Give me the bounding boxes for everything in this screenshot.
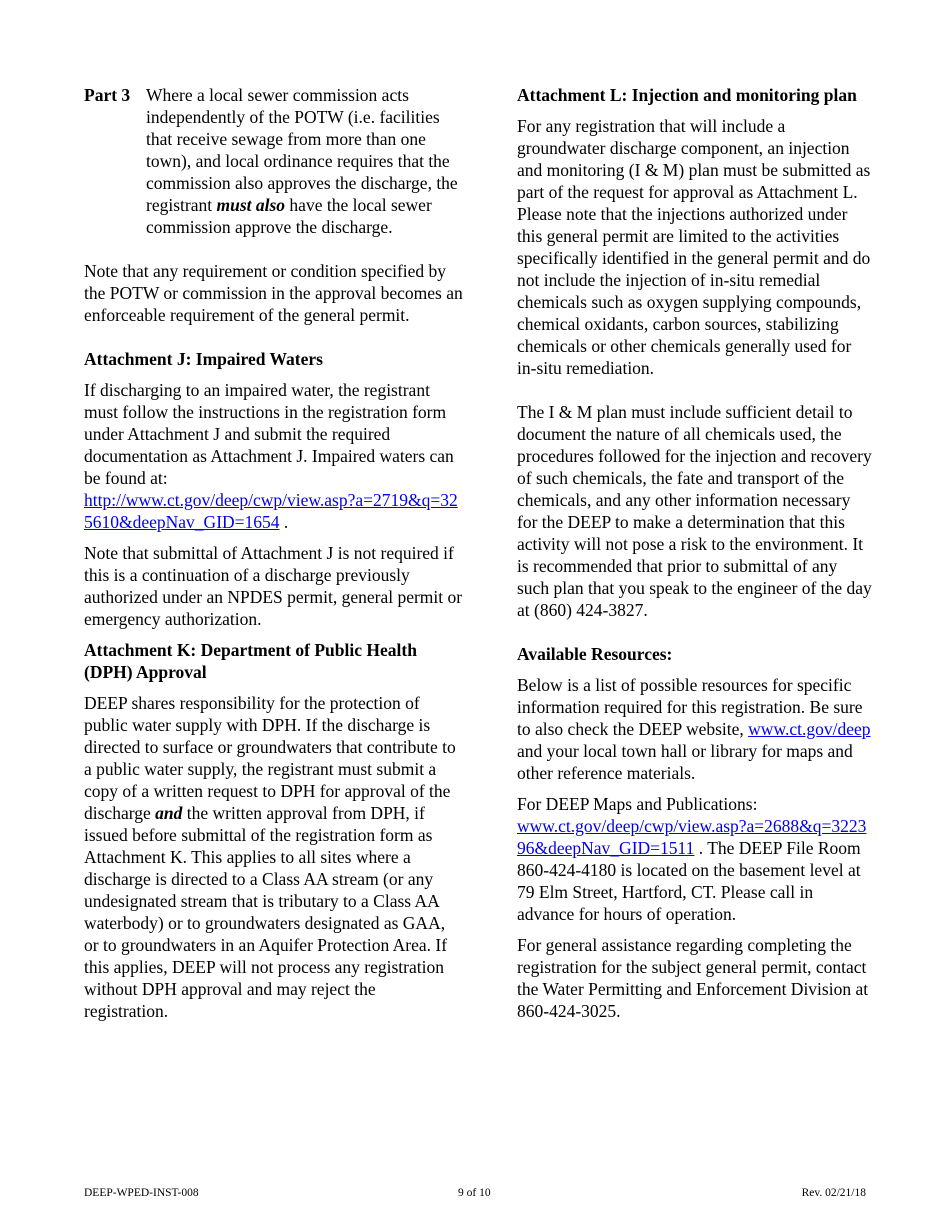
attachment-l-paragraph-2: The I & M plan must include sufficient detail to document the nature of all chemicals used, the procedures followed for the injection and recovery of such chemicals, the fate and transport of the chemicals, and any other information necessary for the DEEP to make a determination that this activity will not pose a risk to the environment. It is recommended that prior to submittal of any such plan that you speak to the engineer of the day at (860) 424-3827.	[517, 402, 872, 620]
resources-paragraph	[517, 674, 872, 784]
maps-text-end: . The DEEP File Room 860-424-4180 is located on the basement level at 79 Elm Street, Hartford, CT. Please call in advance for hours of operation.	[517, 838, 861, 924]
resources-heading: Available Resources:	[517, 644, 673, 664]
part-3-text-end: have the local sewer commission approve the discharge.	[146, 195, 432, 237]
part-3-text	[146, 84, 464, 238]
potw-note: Note that any requirement or condition specified by the POTW or commission in the approval becomes an enforceable requirement of the general permit.	[84, 261, 463, 325]
resources-text-start: Below is a list of possible resources for specific information required for this registration. Be sure to also check the DEEP website,	[517, 675, 863, 739]
attachment-l-heading: Attachment L: Injection and monitoring plan	[517, 85, 857, 105]
footer-page-number: 9 of 10	[458, 1187, 491, 1199]
maps-paragraph	[517, 793, 872, 925]
part-3-label: Part 3	[84, 85, 131, 105]
deep-website-link[interactable]: www.ct.gov/deep	[748, 719, 871, 739]
part-3-text-start: Where a local sewer commission acts independently of the POTW (i.e. facilities that receive sewage from more than one town), and local ordinance requires that the commission also approves the discharge, the registrant	[146, 85, 458, 215]
attachment-j-heading: Attachment J: Impaired Waters	[84, 349, 323, 369]
attachment-k-text-start: DEEP shares responsibility for the protection of public water supply with DPH. If the discharge is directed to surface or groundwaters that contribute to a public water supply, the registrant must submit a copy of a written request to DPH for approval of the discharge	[84, 693, 456, 823]
assistance-paragraph: For general assistance regarding completing the registration for the subject general permit, contact the Water Permitting and Enforcement Division at 860-424-3025.	[517, 935, 869, 1021]
resources-text-end: and your local town hall or library for maps and other reference materials.	[517, 741, 853, 783]
right-column	[517, 84, 872, 1022]
attachment-l-paragraph-1: For any registration that will include a groundwater discharge component, an injection and monitoring (I & M) plan must be submitted as part of the request for approval as Attachment L. Please note that the injections authorized under this general permit are limited to the activities specifically identified in the general permit and do not include the injection of in-situ remedial chemicals such as oxygen supplying compounds, chemical oxidants, carbon sources, stabilizing chemicals or other chemicals generally used for in-situ remediation.	[517, 116, 871, 378]
part-3-block	[84, 84, 464, 238]
attachment-k-heading: Attachment K: Department of Public Health (DPH) Approval	[84, 640, 417, 682]
footer-revision: Rev. 02/21/18	[801, 1187, 866, 1199]
left-column	[84, 84, 464, 1022]
maps-intro: For DEEP Maps and Publications:	[517, 794, 758, 814]
attachment-j-paragraph	[84, 379, 464, 533]
part-3-emphasis: must also	[216, 195, 286, 215]
attachment-j-note: Note that submittal of Attachment J is not required if this is a continuation of a discharge previously authorized under an NPDES permit, general permit or emergency authorization.	[84, 543, 463, 629]
impaired-waters-link-suffix: .	[279, 512, 289, 532]
maps-publications-link[interactable]: www.ct.gov/deep/cwp/view.asp?a=2688&q=322396&deepNav_GID=1511	[517, 816, 867, 858]
impaired-waters-link[interactable]: http://www.ct.gov/deep/cwp/view.asp?a=2719&q=325610&deepNav_GID=1654	[84, 490, 458, 532]
attachment-k-paragraph	[84, 692, 464, 1022]
attachment-k-emphasis: and	[155, 803, 183, 823]
attachment-k-text-end: the written approval from DPH, if issued before submittal of the registration form as Attachment K. This applies to all sites where a discharge is directed to a Class AA stream (or any undesignated stream that is tributary to a Class AA waterbody) or to groundwaters designated as GAA, or to groundwaters in an Aquifer Protection Area. If this applies, DEEP will not process any registration without DPH approval and may reject the registration.	[84, 803, 448, 1021]
footer-doc-id: DEEP-WPED-INST-008	[84, 1187, 199, 1199]
attachment-j-text: If discharging to an impaired water, the registrant must follow the instructions in the registration form under Attachment J and submit the required documentation as Attachment J. Impaired waters can be found at:	[84, 380, 454, 488]
